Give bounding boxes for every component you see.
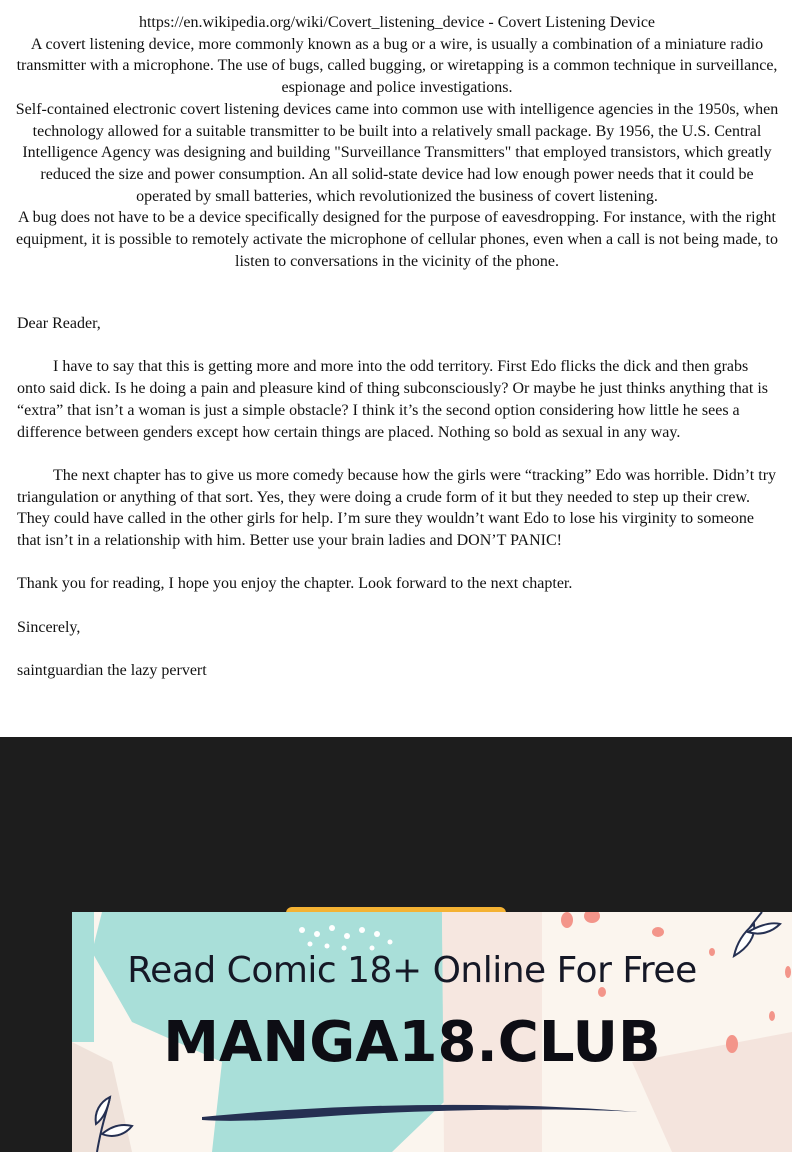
wiki-paragraph: A bug does not have to be a device specifically designed for the purpose of eavesdropping. For instance, with the right equipment, it is possible to remotely activate the microphone of cellular phones, even when a call is not being made, to listen to conversations in the vicinity of the phone.	[15, 209, 778, 270]
wiki-source-line: https://en.wikipedia.org/wiki/Covert_listening_device - Covert Listening Device	[138, 14, 656, 31]
paragraph-spacer	[17, 443, 777, 465]
author-letter	[17, 313, 777, 682]
wiki-excerpt	[14, 12, 780, 272]
letter-signature: saintguardian the lazy pervert	[17, 662, 207, 680]
letter-thanks: Thank you for reading, I hope you enjoy the chapter. Look forward to the next chapter.	[17, 575, 573, 593]
paragraph-spacer	[17, 552, 777, 574]
letter-closing: Sincerely,	[17, 618, 81, 636]
wiki-paragraph: Self-contained electronic covert listening devices came into common use with intelligence agencies in the 1950s, when technology allowed for a suitable transmitter to be built into a relatively small package. By 1956, the U.S. Central Intelligence Agency was designing and building "Surveillance Transmitters" that employed transistors, which greatly reduced the size and power consumption. An all solid-state device had low enough power needs that it could be operated by small batteries, which revolutionized the business of covert listening.	[15, 100, 779, 205]
paragraph-spacer	[17, 595, 777, 617]
promo-banner[interactable]	[72, 912, 792, 1152]
paragraph-spacer	[17, 638, 777, 660]
banner-tagline: Read Comic 18+ Online For Free	[127, 950, 697, 991]
letter-salutation: Dear Reader,	[17, 315, 101, 332]
paragraph-spacer	[17, 335, 777, 357]
dark-backdrop	[0, 737, 792, 1152]
letter-paragraph: The next chapter has to give us more comedy because how the girls were “tracking” Edo was horrible. Didn’t try triangulation or anything of that sort. Yes, they were doing a crude form of it but they needed to step up their crew. They could have called in the other girls for help. I’m sure they wouldn’t want Edo to lose his virginity to someone that isn’t in a relationship with him. Better use your brain ladies and DON’T PANIC!	[17, 466, 777, 549]
banner-site-name: MANGA18.CLUB	[163, 1010, 661, 1075]
letter-paragraph: I have to say that this is getting more and more into the odd territory. First Edo flicks the dick and then grabs onto said dick. Is he doing a pain and pleasure kind of thing subconsciously? Or maybe he just thinks anything that is “extra” that isn’t a woman is just a simple obstacle? I think it’s the second option considering how little he sees a difference between genders except how certain things are placed. Nothing so bold as sexual in any way.	[17, 358, 768, 441]
wiki-paragraph: A covert listening device, more commonly known as a bug or a wire, is usually a combination of a miniature radio transmitter with a microphone. The use of bugs, called bugging, or wiretapping is a common technique in surveillance, espionage and police investigations.	[16, 35, 778, 97]
